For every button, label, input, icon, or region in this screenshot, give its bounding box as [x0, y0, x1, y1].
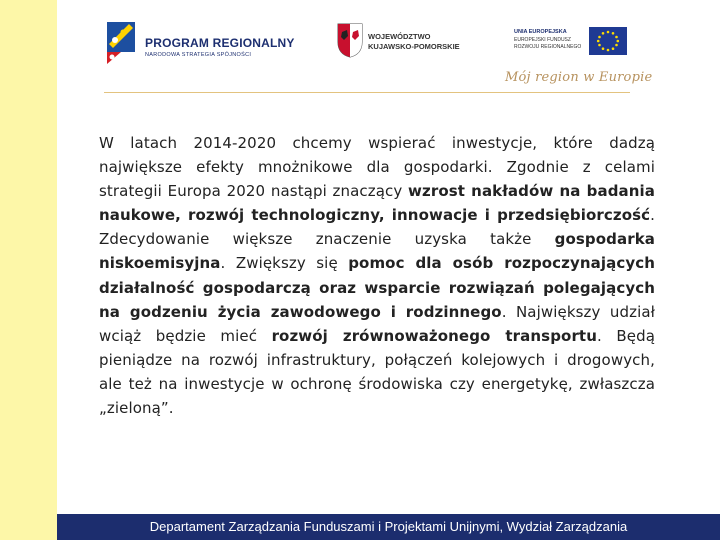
region-name-line2: KUJAWSKO-POMORSKIE — [368, 42, 460, 51]
bold-text-run: gospodarka niskoemisyjna — [99, 230, 655, 273]
slogan: Mój region w Europie — [505, 70, 653, 85]
eu-name: UNIA EUROPEJSKA — [514, 29, 567, 35]
text-run: W latach 2014-2020 chcemy wspierać inwestycje, które dadzą największe efekty mnożnikowe dla gospodarki. Zgodnie z celami strategii Europa 2020 nastąpi znaczący — [99, 134, 655, 201]
footer-bar — [57, 514, 720, 540]
region-name-line1: WOJEWÓDZTWO — [368, 32, 431, 41]
eu-fund-line1: EUROPEJSKI FUNDUSZ — [514, 37, 571, 43]
left-accent-bar — [0, 0, 57, 540]
text-run: . Największy udział wciąż będzie mieć — [99, 302, 655, 345]
text-run: . Będą pieniądze na rozwój infrastruktury, połączeń kolejowych i drogowych, ale też na inwestycje w ochronę środowiska czy energetykę, zwłaszcza „zieloną”. — [99, 326, 656, 418]
header-divider — [104, 92, 630, 93]
bold-text-run: pomoc dla osób rozpoczynających działalność gospodarczą oraz wsparcie rozwiązań polegających na godzeniu życia zawodowego i rodzinnego — [99, 254, 655, 321]
program-regionalny-title: PROGRAM REGIONALNY — [145, 36, 295, 50]
text-run: . Zdecydowanie większe znaczenie uzyska także — [99, 206, 655, 249]
nss-flag-icon — [103, 18, 143, 66]
eu-fund-line2: ROZWOJU REGIONALNEGO — [514, 44, 582, 50]
footer-text: Departament Zarządzania Funduszami i Projektami Unijnymi, Wydział Zarządzania — [149, 519, 628, 534]
eu-fund-logo — [505, 25, 627, 63]
bold-text-run: rozwój zrównoważonego transportu — [271, 326, 597, 345]
bold-text-run: wzrost nakładów na badania naukowe, rozwój technologiczny, innowacje i przedsiębiorczość — [99, 182, 655, 225]
coat-of-arms-icon — [336, 22, 364, 58]
eu-flag-icon — [589, 27, 627, 55]
program-regionalny-subtitle: NARODOWA STRATEGIA SPÓJNOŚCI — [145, 52, 252, 58]
kujawsko-pomorskie-logo — [336, 22, 476, 62]
program-regionalny-logo — [103, 18, 293, 70]
text-run: . Zwiększy się — [220, 254, 349, 273]
body-paragraph — [99, 131, 655, 420]
